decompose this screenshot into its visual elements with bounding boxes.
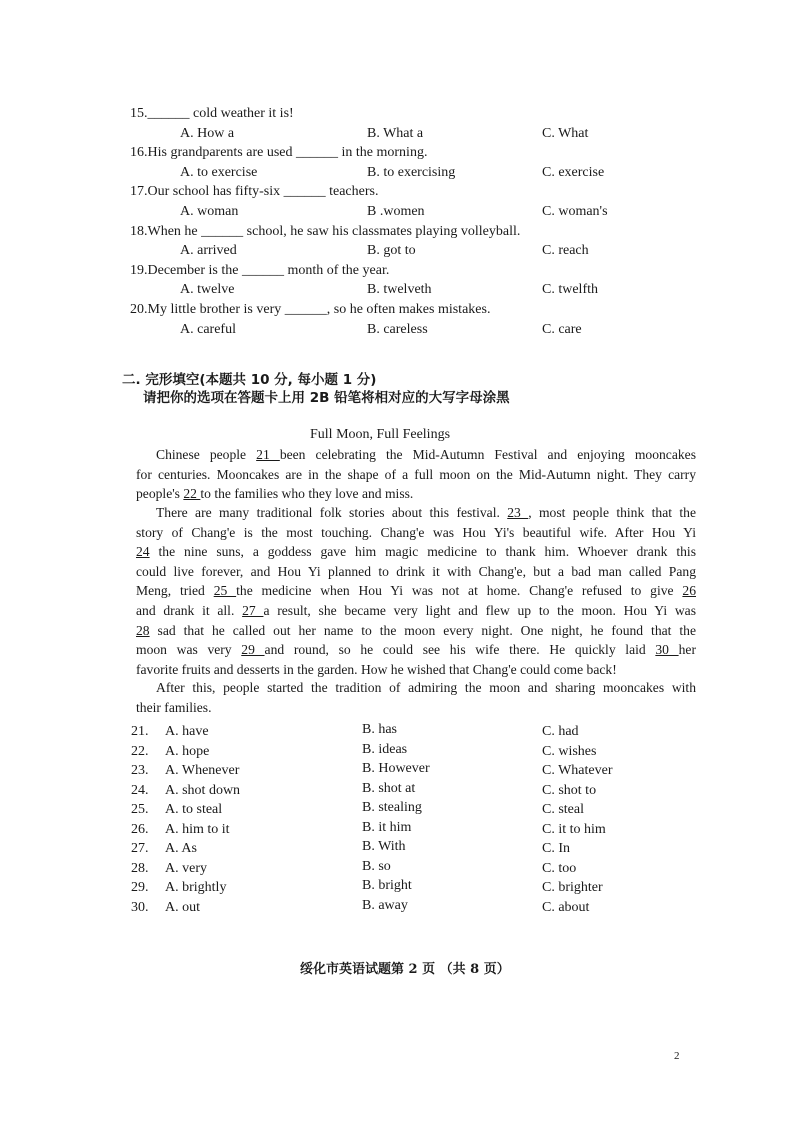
option-b: B. to exercising: [367, 164, 456, 180]
option-a: A. twelve: [180, 282, 235, 298]
passage-line: Meng, tried 25 the medicine when Hou Yi was not at home. Chang'e refused to give 26: [136, 583, 696, 599]
cloze-option-c: C. brighter: [542, 880, 603, 895]
passage-line: 24 the nine suns, a goddess gave him magic medicine to thank him. Whoever drank this: [136, 544, 696, 560]
cloze-blank: 22: [183, 486, 201, 502]
cloze-option-number: 28.: [131, 860, 149, 876]
cloze-blank: 23: [507, 505, 529, 520]
cloze-option-c: C. about: [542, 899, 590, 915]
passage-line: for centuries. Mooncakes are in the shape of a full moon on the Mid-Autumn night. They carry: [136, 466, 696, 482]
passage-line: their families.: [136, 699, 212, 715]
cloze-option-a: A. Whenever: [165, 763, 240, 778]
option-c: C. exercise: [542, 164, 605, 180]
cloze-option-number: 25.: [131, 802, 149, 817]
passage-line: Chinese people 21 been celebrating the Mid-Autumn Festival and enjoying mooncakes: [156, 447, 696, 462]
option-b: B. careless: [367, 321, 428, 337]
cloze-option-b: B. However: [362, 761, 430, 776]
passage-paragraph-3: [136, 678, 696, 717]
option-c: C. What: [542, 125, 589, 141]
option-a: A. careful: [180, 321, 236, 337]
option-b: B. What a: [367, 125, 424, 141]
passage-line: people's 22 to the families who they love and miss.: [136, 486, 414, 502]
cloze-option-a: A. out: [165, 899, 200, 915]
passage-title: Full Moon, Full Feelings: [310, 427, 451, 442]
option-b: B .women: [367, 204, 425, 219]
answer-blank: ______: [147, 106, 190, 121]
question-stem: 15.______ cold weather it is!: [130, 106, 294, 121]
question-stem: 17.Our school has fifty-six ______ teachers.: [130, 184, 379, 200]
cloze-option-number: 27.: [131, 841, 149, 856]
cloze-option-a: A. hope: [165, 743, 210, 759]
question-stem: 19.December is the ______ month of the year.: [130, 262, 390, 278]
cloze-option-number: 24.: [131, 782, 149, 798]
section-instruction: 请把你的选项在答题卡上用 2B 铅笔将相对应的大写字母涂黑: [143, 390, 510, 406]
passage-line: 28 sad that he called out her name to the moon every night. One night, he found that the: [136, 622, 696, 638]
passage-line: could live forever, and Hou Yi planned to drink it with Chang'e, but a bad man called Pang: [136, 563, 696, 579]
cloze-option-number: 29.: [131, 880, 149, 895]
cloze-option-b: B. away: [362, 897, 408, 913]
cloze-option-c: C. wishes: [542, 743, 597, 759]
answer-blank: ______: [283, 184, 326, 200]
question-stem: 18.When he ______ school, he saw his classmates playing volleyball.: [130, 223, 521, 239]
cloze-option-number: 23.: [131, 763, 149, 778]
cloze-option-c: C. Whatever: [542, 763, 613, 778]
passage-paragraph-2: [136, 503, 696, 679]
answer-blank: ______: [296, 145, 339, 161]
passage-line: There are many traditional folk stories about this festival. 23 , most people think that the: [156, 505, 696, 520]
passage-line: moon was very 29 and round, so he could see his wife there. He quickly laid 30 her: [136, 642, 696, 658]
cloze-option-b: B. With: [362, 839, 406, 854]
cloze-option-a: A. him to it: [165, 821, 230, 837]
passage-line: story of Chang'e is the most touching. Chang'e was Hou Yi's beautiful wife. After Hou Yi: [136, 524, 696, 540]
cloze-option-b: B. shot at: [362, 780, 416, 796]
cloze-option-b: B. ideas: [362, 741, 408, 757]
cloze-blank: 24: [136, 544, 150, 560]
cloze-blank: 29: [241, 642, 265, 658]
cloze-blank: 25: [213, 583, 237, 599]
passage-paragraph-1: [136, 445, 696, 504]
cloze-option-b: B. bright: [362, 878, 412, 893]
cloze-option-a: A. very: [165, 860, 207, 876]
question-stem: 20.My little brother is very ______, so he often makes mistakes.: [130, 302, 491, 317]
section-heading: 二. 完形填空(本题共 10 分, 每小题 1 分): [122, 372, 377, 388]
cloze-blank: 21: [256, 447, 280, 462]
passage-line: favorite fruits and desserts in the garden. How he wished that Chang'e could come back!: [136, 661, 617, 677]
option-a: A. How a: [180, 125, 235, 141]
passage-line: After this, people started the tradition of admiring the moon and sharing mooncakes with: [156, 680, 696, 695]
page-footer: 绥化市英语试题第 2 页 （共 8 页）: [300, 962, 510, 977]
cloze-option-a: A. have: [165, 724, 209, 739]
cloze-option-b: B. it him: [362, 819, 412, 835]
cloze-option-c: C. had: [542, 724, 579, 739]
option-c: C. twelfth: [542, 282, 598, 298]
cloze-option-c: C. In: [542, 841, 570, 856]
answer-blank: ______: [284, 302, 327, 317]
cloze-option-c: C. shot to: [542, 782, 597, 798]
page-number: 2: [674, 1050, 680, 1062]
answer-blank: ______: [201, 223, 244, 239]
cloze-blank: 27: [242, 602, 264, 618]
cloze-blank: 28: [136, 622, 150, 638]
cloze-blank: 26: [682, 583, 696, 599]
cloze-blank: 30: [655, 642, 679, 658]
cloze-option-number: 26.: [131, 821, 149, 837]
cloze-option-c: C. too: [542, 860, 577, 876]
cloze-option-a: A. As: [165, 841, 197, 856]
answer-blank: ______: [241, 262, 284, 278]
option-c: C. care: [542, 321, 582, 337]
option-c: C. reach: [542, 243, 589, 259]
cloze-option-b: B. stealing: [362, 800, 422, 815]
cloze-option-number: 22.: [131, 743, 149, 759]
cloze-option-b: B. so: [362, 858, 391, 874]
cloze-option-a: A. brightly: [165, 880, 227, 895]
cloze-option-a: A. to steal: [165, 802, 223, 817]
option-a: A. woman: [180, 204, 239, 219]
cloze-option-number: 21.: [131, 724, 149, 739]
cloze-option-number: 30.: [131, 899, 149, 915]
cloze-option-a: A. shot down: [165, 782, 241, 798]
passage-line: and drank it all. 27 a result, she became very light and flew up to the moon. Hou Yi was: [136, 602, 696, 618]
option-a: A. to exercise: [180, 164, 258, 180]
option-c: C. woman's: [542, 204, 608, 219]
option-b: B. got to: [367, 243, 416, 259]
cloze-option-c: C. steal: [542, 802, 584, 817]
question-stem: 16.His grandparents are used ______ in the morning.: [130, 145, 428, 161]
cloze-option-c: C. it to him: [542, 821, 606, 837]
option-a: A. arrived: [180, 243, 237, 259]
option-b: B. twelveth: [367, 282, 432, 298]
cloze-option-b: B. has: [362, 722, 397, 737]
